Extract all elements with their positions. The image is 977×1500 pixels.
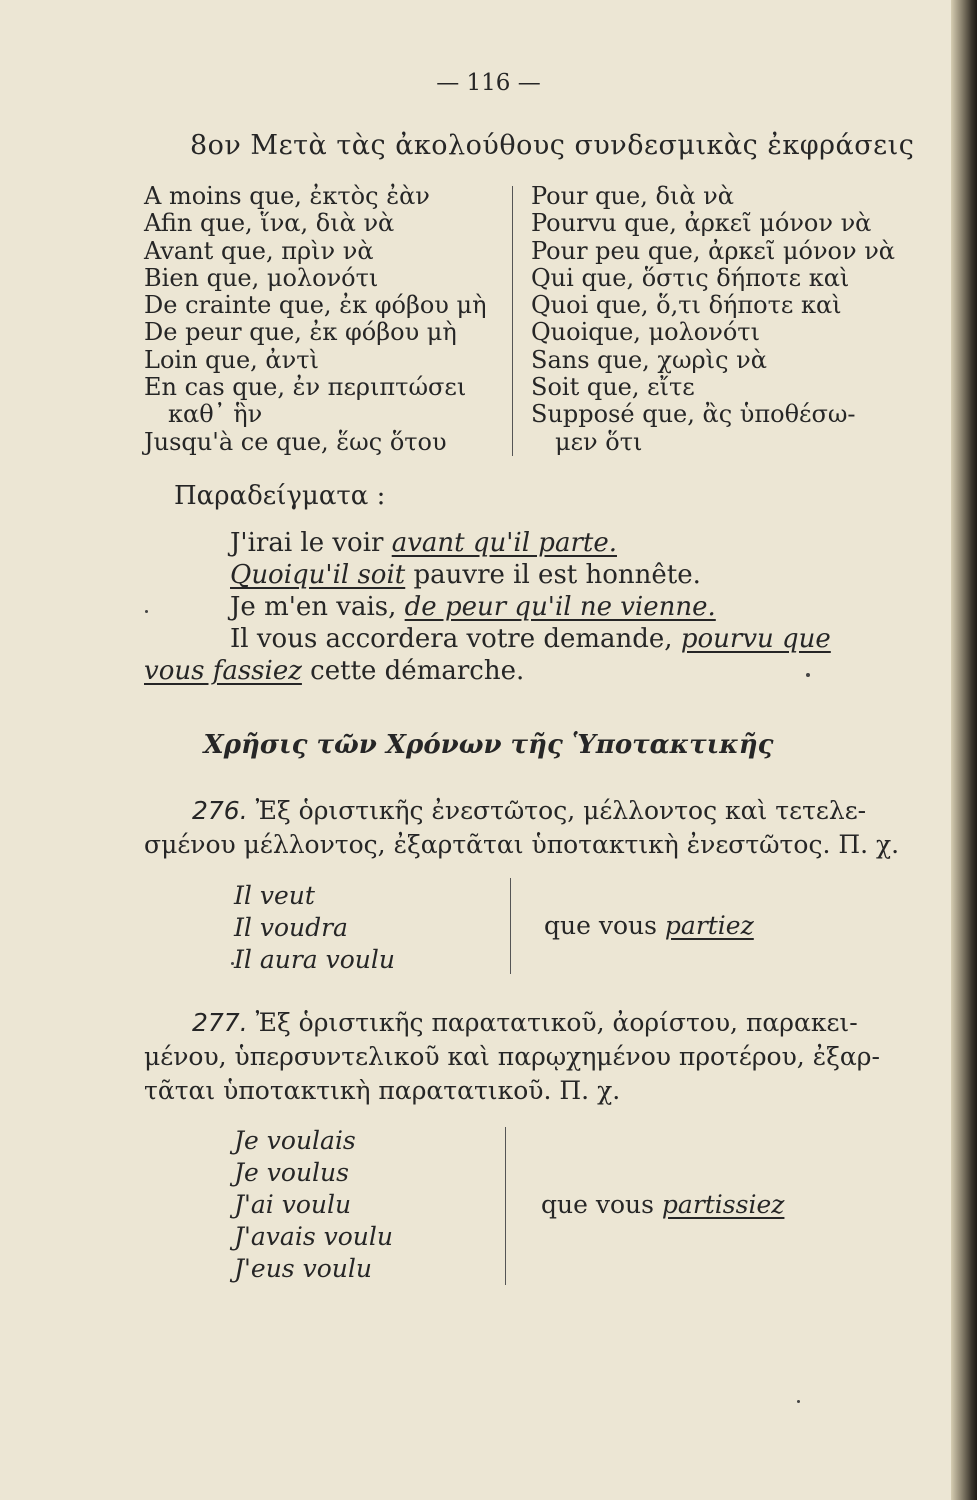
que-clause-276 <box>544 911 754 940</box>
conjunctions-right-column <box>531 183 895 456</box>
example-highlight: vous fassiez <box>144 656 302 686</box>
ink-speck <box>797 1400 800 1403</box>
que-verb: partiez <box>664 911 754 940</box>
list-item: Qui que, ὅστις δήποτε καὶ <box>531 263 850 292</box>
examples-title: Παραδείγματα : <box>174 481 386 511</box>
list-item: Je voulus <box>234 1158 349 1187</box>
paragraph-text: Ἐξ ὁριστικῆς ἐνεστῶτος, μέλλοντος καὶ τετελε- <box>247 796 867 825</box>
ink-speck <box>806 673 810 677</box>
section-title: Χρῆσις τῶν Χρόνων τῆς Ὑποτακτικῆς <box>203 730 774 760</box>
que-clause-277 <box>541 1190 784 1219</box>
example-4-continued <box>144 656 524 686</box>
page-number: — 116 — <box>436 70 541 96</box>
paragraph-text: Ἐξ ὁριστικῆς παρατατικοῦ, ἀορίστου, παρακει- <box>247 1008 858 1037</box>
que-text: que vous <box>541 1190 662 1219</box>
list-item: Pour peu que, ἀρκεῖ μόνον νὰ <box>531 236 896 265</box>
list-item: Soit que, εἴτε <box>531 373 695 402</box>
list-item: En cas que, ἐν περιπτώσει <box>144 373 467 402</box>
example-highlight: de peur qu'il ne vienne. <box>404 592 716 622</box>
paragraph-277-line-1 <box>192 1008 858 1037</box>
paragraph-276-line-2: σμένου μέλλοντος, ἐξαρτᾶται ὑποτακτικὴ ἐνεστῶτος. Π. χ. <box>144 830 900 859</box>
list-item: Sans que, χωρὶς νὰ <box>531 345 767 374</box>
list-item: J'ai voulu <box>234 1190 352 1219</box>
bracket-line <box>505 1127 506 1285</box>
example-text: J'irai le voir <box>230 528 392 558</box>
example-highlight: pourvu que <box>680 624 831 654</box>
list-item: De crainte que, ἐκ φόβου μὴ <box>144 291 487 320</box>
list-item: Afin que, ἵνα, διὰ νὰ <box>144 209 395 238</box>
conjunctions-left-column <box>144 183 486 456</box>
example-3 <box>230 592 716 622</box>
example-text: pauvre il est honnête. <box>405 560 701 590</box>
list-item: Bien que, μολονότι <box>144 263 379 292</box>
section-heading: 8ον Μετὰ τὰς ἀκολούθους συνδεσμικὰς ἐκφράσεις <box>190 130 915 161</box>
list-item: Il voudra <box>234 913 348 942</box>
paragraph-number: 277. <box>192 1008 248 1037</box>
example-4 <box>230 624 831 654</box>
list-item: Pour que, διὰ νὰ <box>531 182 734 210</box>
example-1 <box>230 528 617 558</box>
list-item: Jusqu'à ce que, ἕως ὅτου <box>144 427 447 456</box>
list-item: Pourvu que, ἀρκεῖ μόνον νὰ <box>531 209 872 238</box>
list-item: Quoique, μολονότι <box>531 318 760 347</box>
example-highlight: avant qu'il parte. <box>391 528 617 558</box>
paragraph-277-line-2: μένου, ὑπερσυντελικοῦ καὶ παρῳχημένου προτέρου, ἐξαρ- <box>144 1042 880 1071</box>
list-item: Loin que, ἀντὶ <box>144 345 319 374</box>
list-item: Quoi que, ὅ,τι δήποτε καὶ <box>531 291 842 320</box>
list-item: Je voulais <box>234 1126 356 1155</box>
list-item-continuation: καθ᾽ ἣν <box>168 400 263 429</box>
conjugation-list-276 <box>234 880 395 976</box>
list-item: A moins que, ἐκτὸς ἐὰν <box>144 182 430 210</box>
list-item-continuation: μεν ὅτι <box>555 427 643 456</box>
list-item: J'avais voulu <box>234 1222 393 1251</box>
example-highlight: Quoiqu'il soit <box>230 560 406 590</box>
paragraph-276-line-1 <box>192 796 866 825</box>
que-text: que vous <box>544 911 665 940</box>
column-divider <box>512 186 513 456</box>
list-item: De peur que, ἐκ φόβου μὴ <box>144 318 457 347</box>
example-text: cette démarche. <box>301 656 525 686</box>
example-2 <box>230 560 701 590</box>
list-item: J'eus voulu <box>234 1254 372 1283</box>
list-item: Il veut <box>234 881 315 910</box>
bracket-line <box>510 878 511 974</box>
example-text: Je m'en vais, <box>230 592 405 622</box>
paragraph-277-line-3: τᾶται ὑποτακτικὴ παρατατικοῦ. Π. χ. <box>144 1076 621 1105</box>
list-item: Il aura voulu <box>234 945 395 974</box>
list-item: Supposé que, ἂς ὑποθέσω- <box>531 400 856 429</box>
que-verb: partissiez <box>661 1190 785 1219</box>
ink-speck <box>145 610 148 613</box>
paragraph-number: 276. <box>192 796 248 825</box>
list-item: Avant que, πρὶν νὰ <box>144 236 374 265</box>
conjugation-list-277 <box>234 1125 393 1285</box>
example-text: Il vous accordera votre demande, <box>230 624 681 654</box>
ink-speck <box>231 962 234 965</box>
